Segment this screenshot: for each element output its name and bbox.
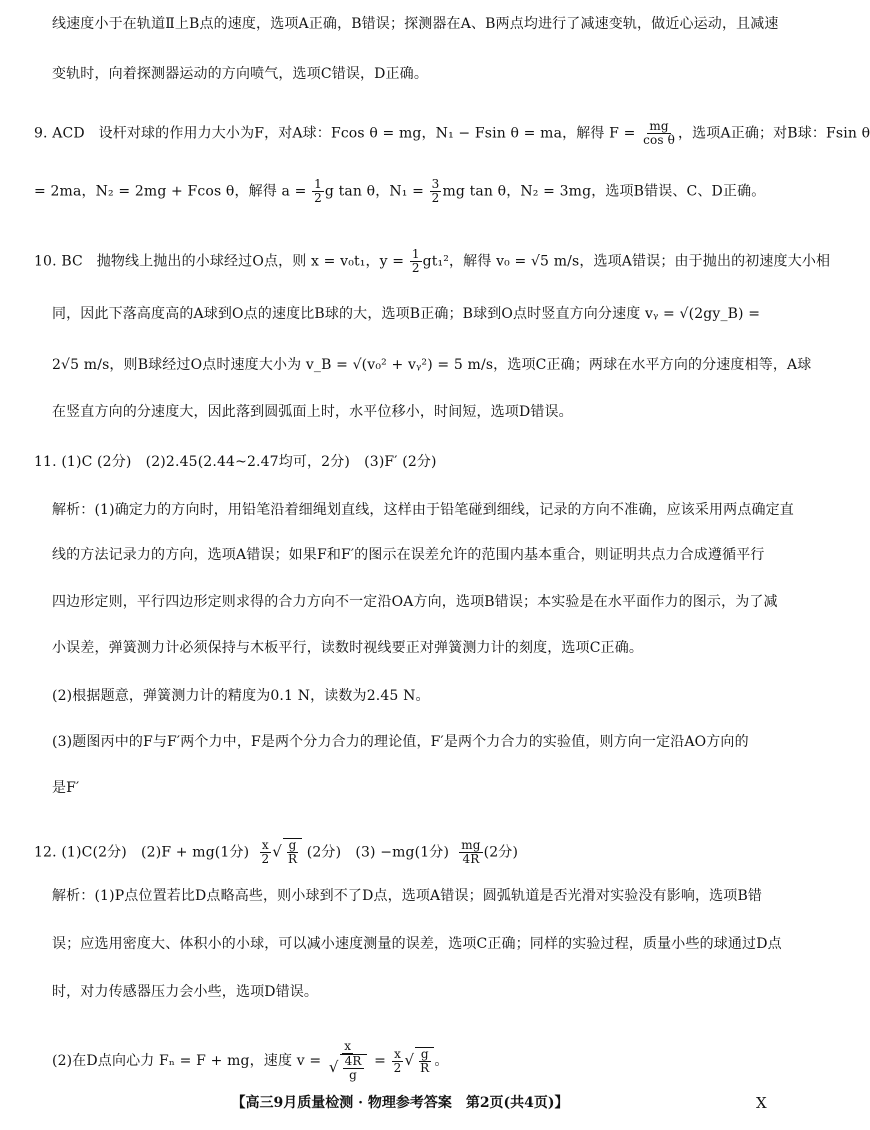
text-span: (2分)	[483, 844, 519, 861]
text-span: (2分) (3) −mg(1分)	[306, 844, 450, 861]
text-span: 设杆对球的作用力大小为F，对A球：Fcos θ = mg，N₁ − Fsin θ = ma，解得 F =	[98, 125, 636, 142]
fraction	[259, 839, 271, 866]
fraction	[286, 839, 299, 866]
text-span: 抛物线上抛出的小球经过O点，则 x = v₀t₁，y =	[96, 253, 405, 270]
fraction-denominator: R	[287, 852, 298, 866]
fraction-denominator: 2	[314, 191, 322, 205]
text-line: 线的方法记录力的方向，选项A错误；如果F和F′的图示在误差允许的范围内基本重合，则证明共点力合成遵循平行	[52, 547, 765, 563]
fraction-numerator: 1	[314, 177, 322, 191]
question-number: 10. BC	[34, 253, 83, 270]
q9-line-1	[34, 119, 870, 147]
text-line: 时，对力传感器压力会小些，选项D错误。	[52, 984, 319, 1000]
text-span: =	[374, 1053, 387, 1069]
fraction	[343, 1055, 364, 1082]
fraction-numerator: x	[261, 838, 269, 852]
text-span: 。	[434, 1053, 449, 1069]
fraction-numerator: 3	[431, 177, 440, 191]
text-span: 12. (1)C(2分) (2)F + mg(1分)	[34, 844, 250, 861]
fraction	[392, 1048, 404, 1075]
text-line: 解析：(1)P点位置若比D点略高些，则小球到不了D点，选项A错误；圆弧轨道是否光滑对实验没有影响，选项B错	[52, 888, 763, 904]
q9-line-2	[34, 178, 834, 205]
text-line: (3)题图丙中的F与F′两个力中，F是两个分力合力的理论值，F′是两个力合力的实验值，则方向一定沿AO方向的	[52, 734, 749, 750]
text-span: mg tan θ，N₂ = 3mg，选项B错误、C、D正确。	[442, 183, 766, 200]
text-line: 是F′	[52, 780, 80, 796]
fraction	[459, 839, 482, 866]
text-line: 线速度小于在轨道Ⅱ上B点的速度，选项A正确，B错误；探测器在A、B两点均进行了减速变轨，做近心运动，且减速	[52, 16, 779, 32]
text-line: 2√5 m/s，则B球经过O点时速度大小为 v_B = √(v₀² + vᵧ²) = 5 m/s，选项C正确；两球在水平方向的分速度相等，A球	[52, 357, 812, 373]
fraction-numerator: mg	[649, 119, 669, 133]
radical-sign: √	[404, 1051, 415, 1069]
fraction	[641, 120, 677, 147]
fraction	[418, 1048, 431, 1075]
text-span: g tan θ，N₁ =	[324, 183, 425, 200]
page-footer: 【高三9月质量检测 · 物理参考答案 第2页(共4页)】	[231, 1095, 569, 1111]
fraction-numerator: 1	[411, 247, 420, 261]
text-line: (2)根据题意，弹簧测力计的精度为0.1 N，读数为2.45 N。	[52, 688, 430, 704]
text-span: ，选项A正确；对B球：Fsin θ	[678, 125, 870, 142]
q10-line-1	[34, 248, 834, 275]
fraction-denominator: 2	[411, 261, 420, 275]
radical-sign: √	[328, 1058, 339, 1076]
fraction-denominator: 2	[393, 1060, 402, 1075]
radical-body	[283, 838, 302, 866]
text-line: 在竖直方向的分速度大，因此落到圆弧面上时，水平位移小，时间短，选项D错误。	[52, 404, 573, 420]
text-line: 解析：(1)确定力的方向时，用铅笔沿着细绳划直线，这样由于铅笔碰到细线，记录的方向不准确，应该采用两点确定直	[52, 502, 794, 518]
fraction-numerator: x	[344, 1039, 352, 1053]
text-line: 变轨时，向着探测器运动的方向喷气，选项C错误，D正确。	[52, 66, 428, 82]
fraction-denominator: R	[420, 1060, 430, 1075]
fraction-denominator: 2	[431, 191, 440, 205]
fraction-numerator: 4R	[344, 1054, 362, 1068]
text-line: 误；应选用密度大、体积小的小球，可以减小速度测量的误差，选项C正确；同样的实验过程，质量小些的球通过D点	[52, 936, 782, 952]
text-span: gt₁²，解得 v₀ = √5 m/s，选项A错误；由于抛出的初速度大小相	[422, 253, 831, 270]
fraction-numerator: g	[420, 1046, 429, 1061]
radical-body	[340, 1054, 367, 1082]
text-span: (2)在D点向心力 Fₙ = F + mg，速度 v =	[52, 1053, 322, 1069]
text-line: 小误差，弹簧测力计必须保持与木板平行，读数时视线要正对弹簧测力计的刻度，选项C正确。	[52, 640, 644, 656]
text-span: = 2ma，N₂ = 2mg + Fcos θ，解得 a =	[34, 183, 307, 200]
fraction-denominator	[327, 1054, 369, 1082]
fraction	[312, 178, 324, 205]
fraction-numerator: g	[288, 838, 297, 852]
fraction-denominator: cos θ	[643, 133, 675, 147]
fraction-denominator: 2	[261, 852, 270, 866]
q11-answer-line: 11. (1)C (2分) (2)2.45(2.44~2.47均可，2分) (3)F′ (2分)	[34, 454, 437, 470]
question-number: 9. ACD	[34, 125, 85, 142]
text-line: 同，因此下落高度高的A球到O点的速度比B球的大，选项B正确；B球到O点时竖直方向分速度 vᵧ = √(2gy_B) =	[52, 306, 761, 322]
fraction-denominator: 4R	[462, 852, 480, 866]
fraction	[410, 248, 422, 275]
fraction	[327, 1040, 369, 1082]
fraction-denominator: g	[349, 1068, 357, 1082]
corner-mark: X	[756, 1094, 767, 1112]
q12-formula-line	[52, 1040, 852, 1082]
radical-body	[415, 1047, 434, 1075]
fraction-numerator: mg	[461, 838, 481, 852]
q12-answer-line	[34, 838, 834, 866]
fraction	[430, 178, 442, 205]
radical-sign: √	[272, 842, 282, 861]
fraction-numerator: x	[394, 1046, 402, 1061]
text-line: 四边形定则，平行四边形定则求得的合力方向不一定沿OA方向，选项B错误；本实验是在水平面作力的图示，为了减	[52, 594, 778, 610]
